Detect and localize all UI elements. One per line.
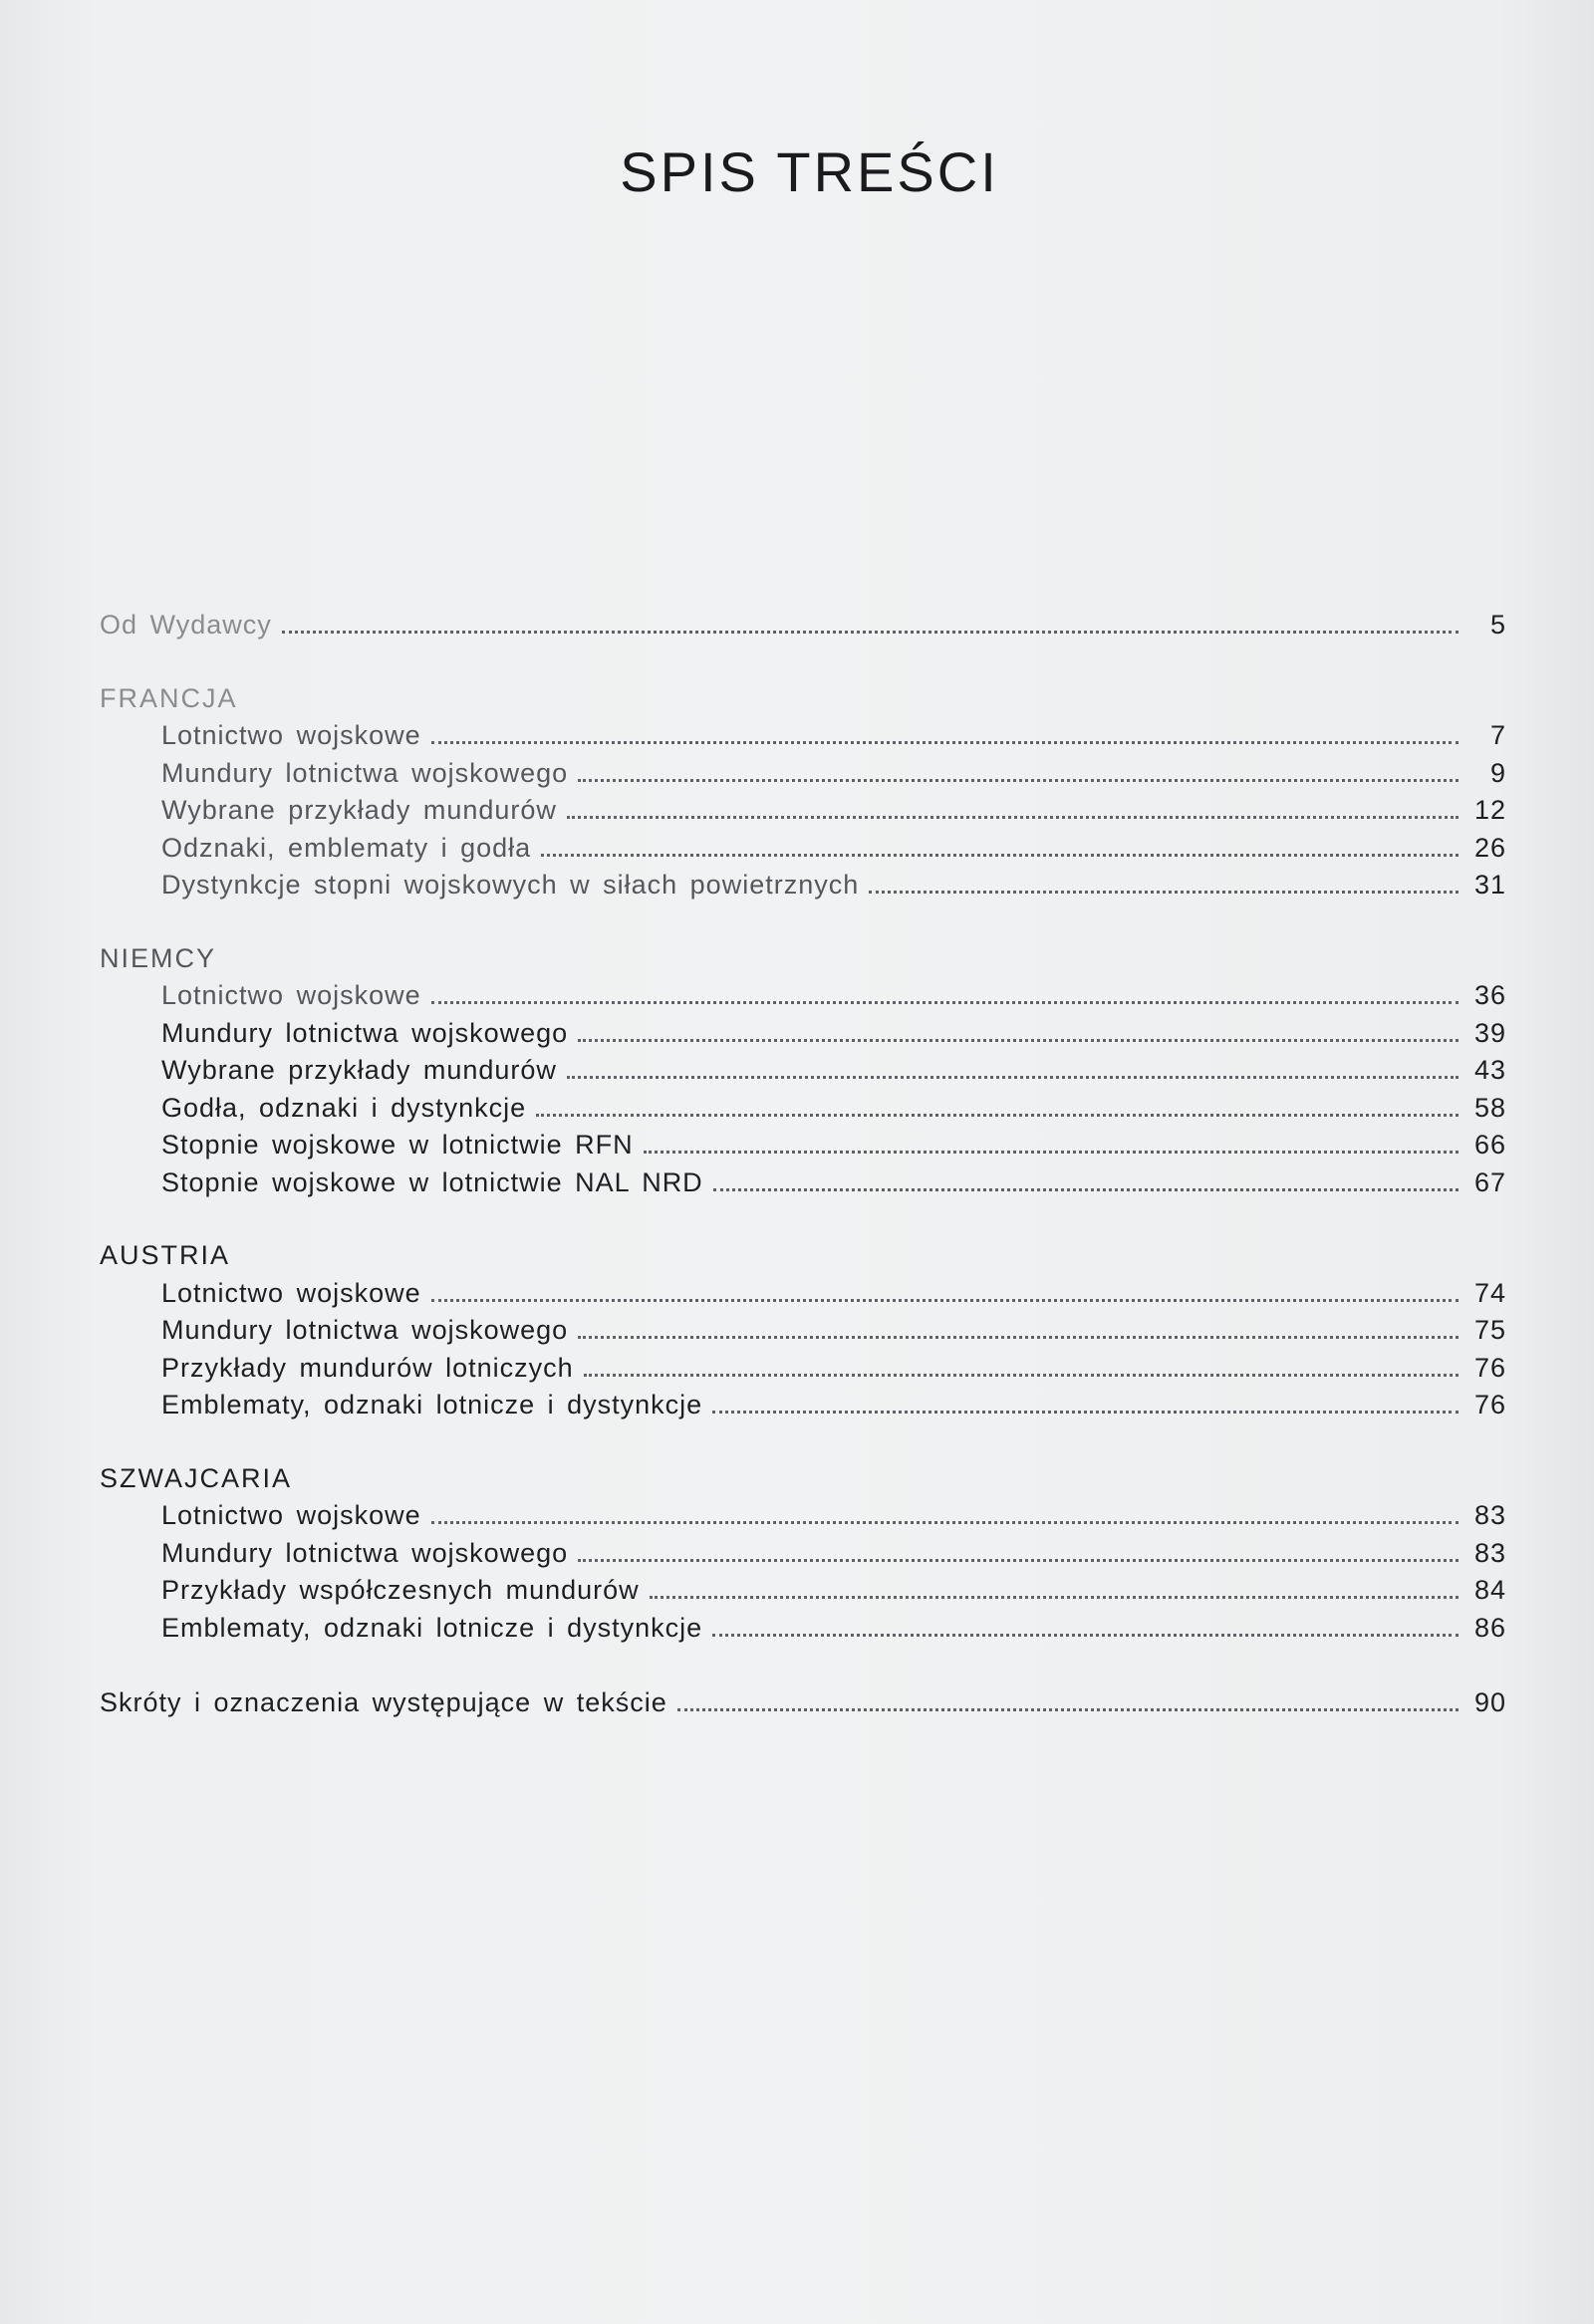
toc-entry xyxy=(100,1278,1506,1316)
toc-entry-label: Mundury lotnictwa wojskowego xyxy=(161,757,569,788)
toc-entry xyxy=(100,1353,1506,1391)
toc-entry-page: 58 xyxy=(1473,1092,1506,1123)
section-heading-austria: AUSTRIA xyxy=(100,1240,231,1270)
toc-entry-label: Stopnie wojskowe w lotnictwie NAL NRD xyxy=(161,1166,703,1197)
dot-leader xyxy=(282,631,1459,634)
toc-entry-label: Od Wydawcy xyxy=(100,610,272,640)
dot-leader xyxy=(713,1188,1459,1191)
toc-entry xyxy=(100,720,1506,758)
toc-entry-label: Przykłady mundurów lotniczych xyxy=(161,1352,574,1383)
dot-leader xyxy=(584,1374,1459,1377)
dot-leader xyxy=(712,1411,1459,1414)
dot-leader xyxy=(431,1001,1459,1004)
toc-entry-page: 9 xyxy=(1489,757,1506,788)
spacer xyxy=(100,1650,1506,1687)
toc-entry-page: 39 xyxy=(1473,1017,1506,1048)
toc-entry-page: 84 xyxy=(1473,1575,1506,1605)
toc-entry xyxy=(100,833,1506,871)
toc-entry-label: Przykłady współczesnych mundurów xyxy=(161,1575,640,1605)
dot-leader xyxy=(677,1708,1459,1711)
toc-entry-page: 74 xyxy=(1473,1277,1506,1308)
toc-entry xyxy=(100,758,1506,796)
toc-entry-label: Odznaki, emblematy i godła xyxy=(161,832,532,863)
toc-entry-page: 75 xyxy=(1473,1315,1506,1345)
toc-entry-intro xyxy=(100,610,1506,647)
toc-entry-label: Mundury lotnictwa wojskowego xyxy=(161,1315,569,1345)
dot-leader xyxy=(869,891,1459,894)
section-heading-szwajcaria: SZWAJCARIA xyxy=(100,1462,293,1493)
toc-entry-page: 26 xyxy=(1473,832,1506,863)
dot-leader xyxy=(536,1114,1459,1117)
toc-entry-page: 83 xyxy=(1473,1537,1506,1568)
toc-entry-label: Wybrane przykłady mundurów xyxy=(161,795,557,825)
toc-entry xyxy=(100,980,1506,1018)
toc-entry xyxy=(100,1167,1506,1205)
toc-entry-label: Emblematy, odznaki lotnicze i dystynkcje xyxy=(161,1390,703,1420)
toc-entry xyxy=(100,1538,1506,1576)
dot-leader xyxy=(567,816,1459,819)
toc-entry-label: Mundury lotnictwa wojskowego xyxy=(161,1537,569,1568)
toc-entry-page: 31 xyxy=(1473,870,1506,900)
toc-entry-label: Mundury lotnictwa wojskowego xyxy=(161,1017,569,1048)
toc-entry-page: 66 xyxy=(1473,1130,1506,1160)
toc-entry-label: Lotnictwo wojskowe xyxy=(161,1277,421,1308)
toc-entry-page: 90 xyxy=(1473,1687,1506,1717)
toc-entry xyxy=(100,1613,1506,1651)
toc-entry-label: Wybrane przykłady mundurów xyxy=(161,1055,557,1085)
dot-leader xyxy=(431,1299,1459,1302)
toc-entry-page: 67 xyxy=(1473,1166,1506,1197)
toc-entry-page: 5 xyxy=(1489,610,1506,640)
dot-leader xyxy=(578,1559,1459,1562)
toc-entry-page: 76 xyxy=(1473,1390,1506,1420)
toc-entry xyxy=(100,1055,1506,1093)
toc-entry-label: Lotnictwo wojskowe xyxy=(161,1500,421,1530)
toc-entry-label: Stopnie wojskowe w lotnictwie RFN xyxy=(161,1130,634,1160)
toc-entry-page: 83 xyxy=(1473,1500,1506,1530)
toc-entry xyxy=(100,1093,1506,1131)
toc-entry-page: 76 xyxy=(1473,1352,1506,1383)
dot-leader xyxy=(541,854,1459,857)
toc-entry-page: 36 xyxy=(1473,980,1506,1010)
toc-entry-outro xyxy=(100,1687,1506,1725)
dot-leader xyxy=(712,1634,1459,1637)
toc-entry-label: Emblematy, odznaki lotnicze i dystynkcje xyxy=(161,1612,703,1643)
dot-leader xyxy=(578,779,1459,782)
toc-entry xyxy=(100,870,1506,907)
toc-entry-label: Skróty i oznaczenia występujące w tekście xyxy=(100,1687,667,1717)
dot-leader xyxy=(431,741,1459,744)
toc-entry-label: Lotnictwo wojskowe xyxy=(161,980,421,1010)
dot-leader xyxy=(567,1076,1459,1079)
toc-entry-page: 43 xyxy=(1473,1055,1506,1085)
toc-entry-page: 12 xyxy=(1473,795,1506,825)
section-heading-niemcy: NIEMCY xyxy=(100,942,217,973)
toc-entry xyxy=(100,1130,1506,1167)
toc-entry-label: Godła, odznaki i dystynkcje xyxy=(161,1092,527,1123)
toc-entry xyxy=(100,1575,1506,1613)
dot-leader xyxy=(644,1151,1459,1154)
toc-entry xyxy=(100,1390,1506,1427)
toc-entry-label: Dystynkcje stopni wojskowych w siłach powietrznych xyxy=(161,870,860,900)
toc-entry xyxy=(100,1315,1506,1353)
toc-entry xyxy=(100,1500,1506,1538)
toc-entry-page: 86 xyxy=(1473,1612,1506,1643)
table-of-contents xyxy=(100,610,1506,1725)
toc-entry-page: 7 xyxy=(1489,720,1506,750)
toc-entry xyxy=(100,795,1506,833)
dot-leader xyxy=(431,1521,1459,1524)
toc-entry xyxy=(100,1018,1506,1056)
dot-leader xyxy=(578,1039,1459,1042)
toc-entry-label: Lotnictwo wojskowe xyxy=(161,720,421,750)
page-title: SPIS TREŚCI xyxy=(620,140,999,203)
dot-leader xyxy=(650,1596,1459,1599)
section-heading-francja: FRANCJA xyxy=(100,682,238,713)
dot-leader xyxy=(578,1336,1459,1339)
